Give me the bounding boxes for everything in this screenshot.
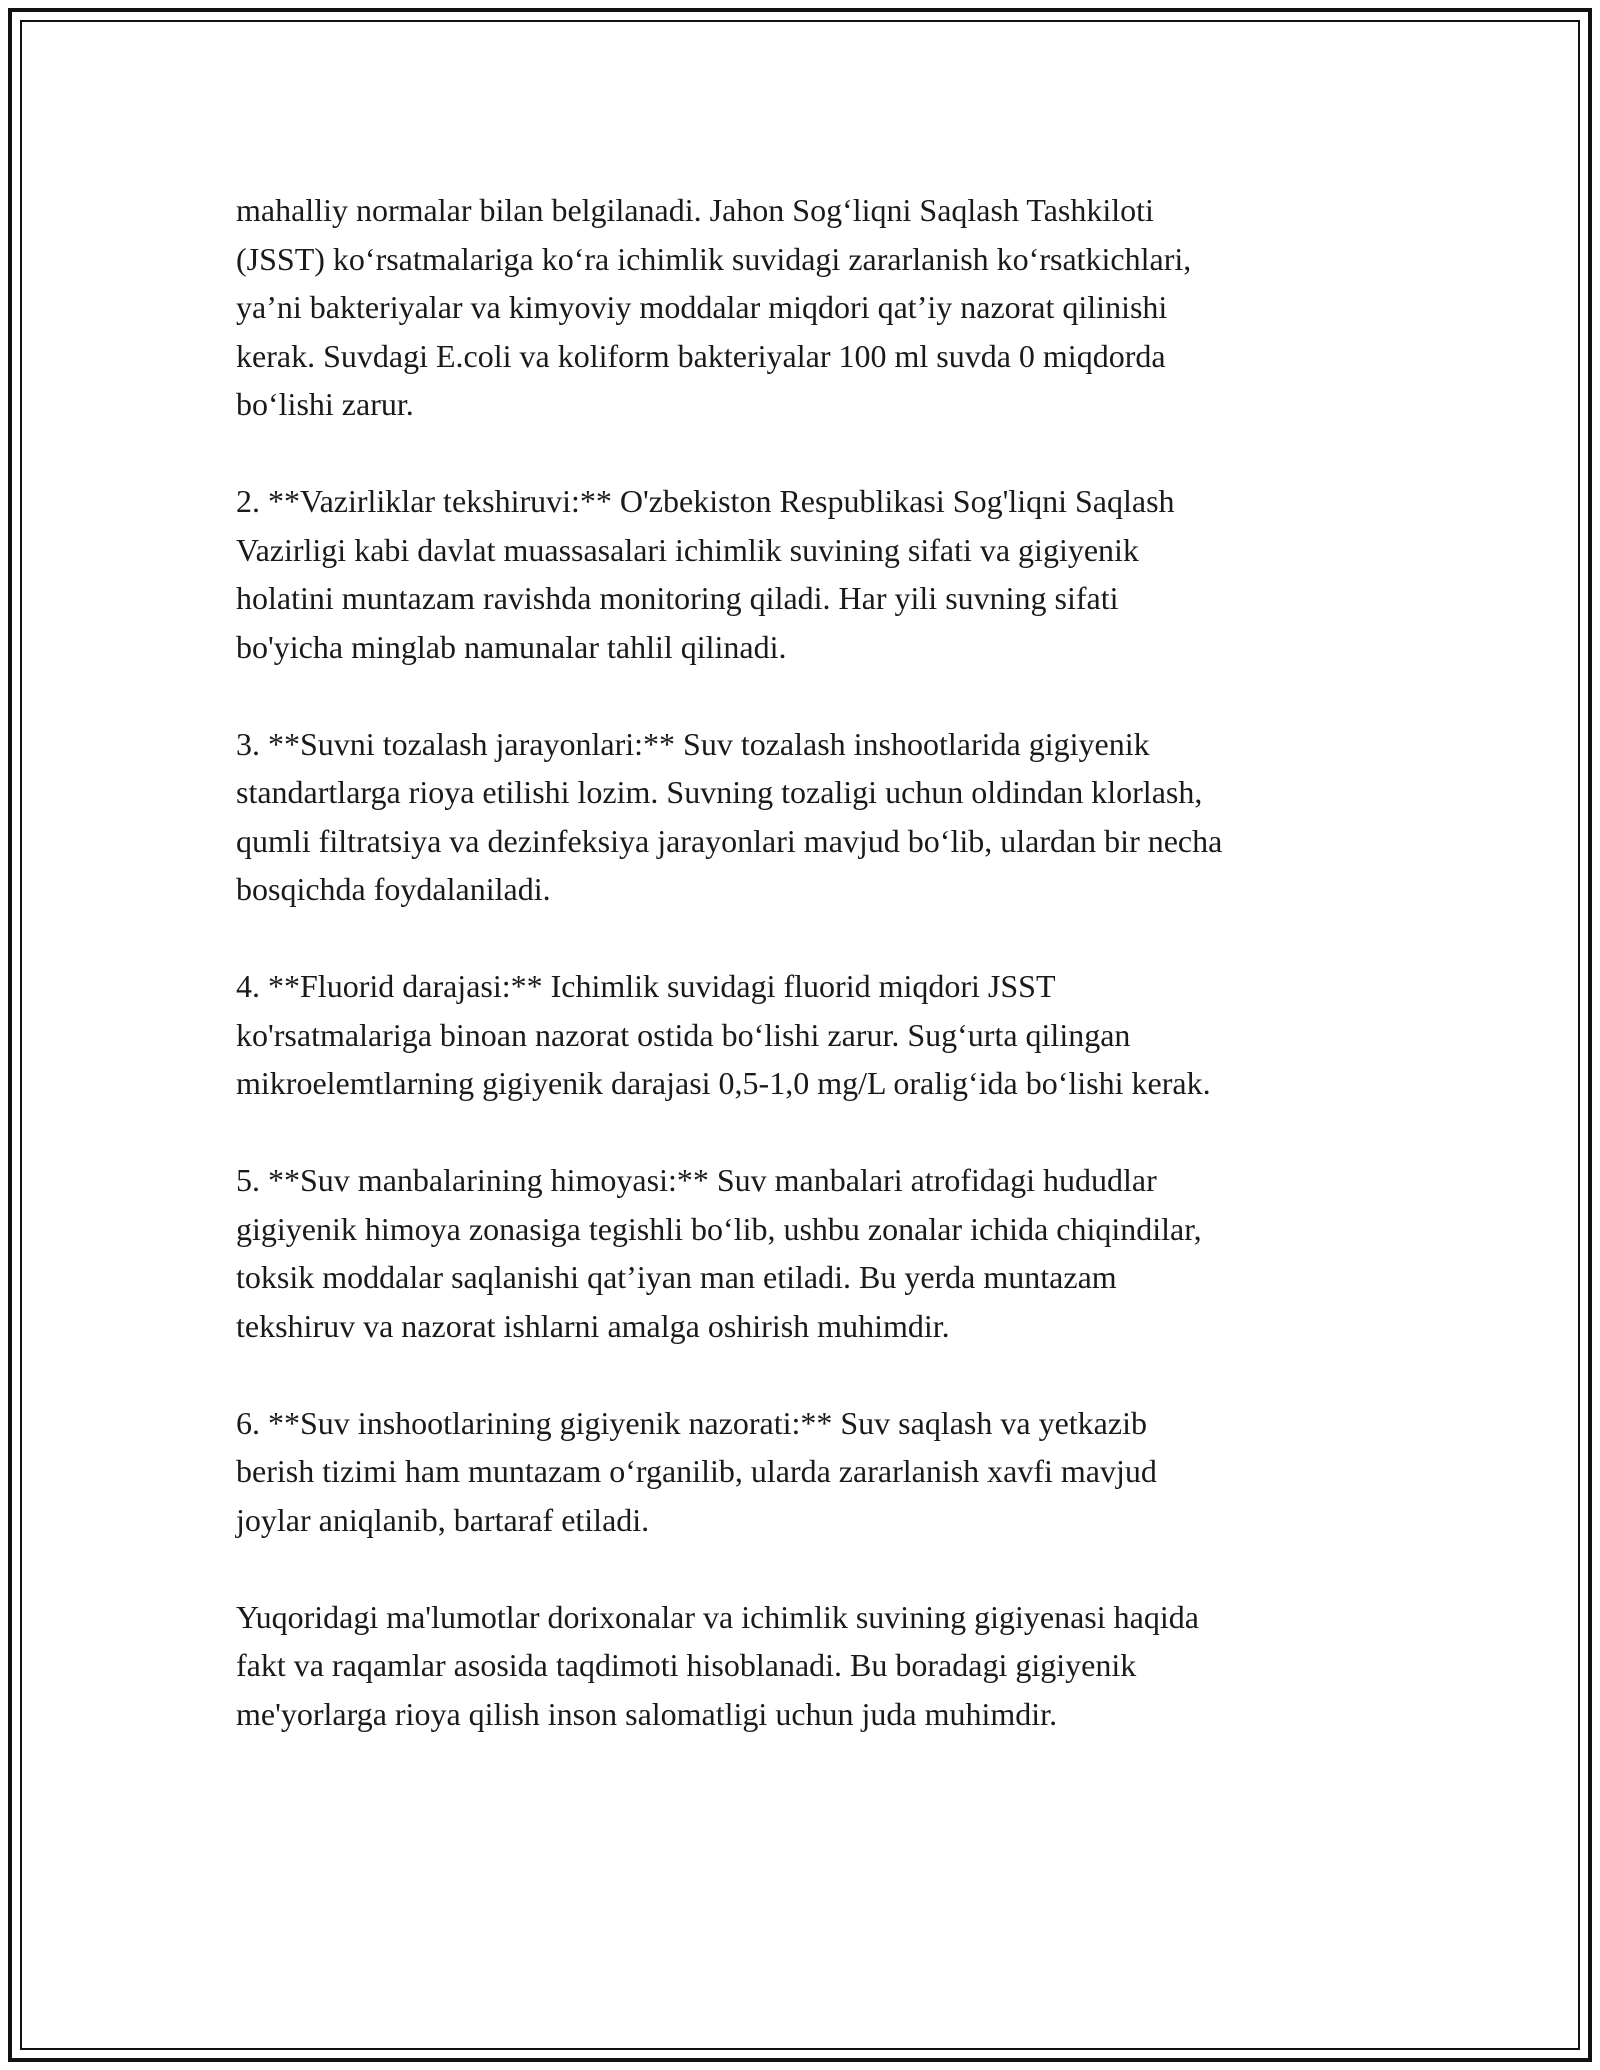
text-line: tekshiruv va nazorat ishlarni amalga oshirish muhimdir. <box>236 1307 950 1344</box>
text-line: 6. **Suv inshootlarining gigiyenik nazorati:** Suv saqlash va yetkazib <box>236 1404 1147 1441</box>
text-line: bo'yicha minglab namunalar tahlil qilinadi. <box>236 628 787 665</box>
text-line: bo‘lishi zarur. <box>236 386 414 422</box>
text-line: qumli filtratsiya va dezinfeksiya jarayonlari mavjud bo‘lib, ulardan bir necha <box>236 822 1223 859</box>
text-line: 3. **Suvni tozalash jarayonlari:** Suv tozalash inshootlarida gigiyenik <box>236 725 1150 762</box>
text-line: 2. **Vazirliklar tekshiruvi:** O'zbekiston Respublikasi Sog'liqni Saqlash <box>236 483 1175 519</box>
text-line: mahalliy normalar bilan belgilanadi. Jahon Sog‘liqni Saqlash Tashkiloti <box>236 192 1154 228</box>
paragraph-3 <box>236 720 1396 914</box>
paragraph-6 <box>236 1399 1396 1545</box>
paragraph-1 <box>236 186 1396 429</box>
text-line: kerak. Suvdagi E.coli va koliform bakteriyalar 100 ml suvda 0 miqdorda <box>236 337 1166 374</box>
text-line: joylar aniqlanib, bartaraf etiladi. <box>236 1501 650 1538</box>
text-line: standartlarga rioya etilishi lozim. Suvning tozaligi uchun oldindan klorlash, <box>236 774 1203 810</box>
text-line: berish tizimi ham muntazam o‘rganilib, ularda zararlanish xavfi mavjud <box>236 1453 1157 1489</box>
text-line: 5. **Suv manbalarining himoyasi:** Suv manbalari atrofidagi hududlar <box>236 1162 1157 1198</box>
paragraph-4 <box>236 962 1396 1108</box>
text-line: gigiyenik himoya zonasiga tegishli bo‘lib, ushbu zonalar ichida chiqindilar, <box>236 1210 1202 1247</box>
text-line: (JSST) ko‘rsatmalariga ko‘ra ichimlik suvidagi zararlanish ko‘rsatkichlari, <box>236 240 1192 277</box>
text-line: ko'rsatmalariga binoan nazorat ostida bo‘lishi zarur. Sug‘urta qilingan <box>236 1016 1131 1053</box>
text-line: me'yorlarga rioya qilish inson salomatligi uchun juda muhimdir. <box>236 1695 1058 1732</box>
text-line: mikroelemtlarning gigiyenik darajasi 0,5-1,0 mg/L oralig‘ida bo‘lishi kerak. <box>236 1065 1211 1101</box>
paragraph-5 <box>236 1156 1396 1350</box>
text-line: toksik moddalar saqlanishi qat’iyan man etiladi. Bu yerda muntazam <box>236 1259 1117 1295</box>
document-body <box>236 186 1396 1787</box>
text-line: 4. **Fluorid darajasi:** Ichimlik suvidagi fluorid miqdori JSST <box>236 968 1056 1004</box>
text-line: ya’ni bakteriyalar va kimyoviy moddalar miqdori qat’iy nazorat qilinishi <box>236 289 1168 325</box>
text-line: Vazirligi kabi davlat muassasalari ichimlik suvining sifati va gigiyenik <box>236 531 1139 568</box>
text-line: holatini muntazam ravishda monitoring qiladi. Har yili suvning sifati <box>236 580 1119 616</box>
text-line: bosqichda foydalaniladi. <box>236 871 551 907</box>
text-line: Yuqoridagi ma'lumotlar dorixonalar va ichimlik suvining gigiyenasi haqida <box>236 1598 1199 1635</box>
text-line: fakt va raqamlar asosida taqdimoti hisoblanadi. Bu boradagi gigiyenik <box>236 1647 1137 1683</box>
paragraph-2 <box>236 477 1396 671</box>
paragraph-7 <box>236 1593 1396 1739</box>
